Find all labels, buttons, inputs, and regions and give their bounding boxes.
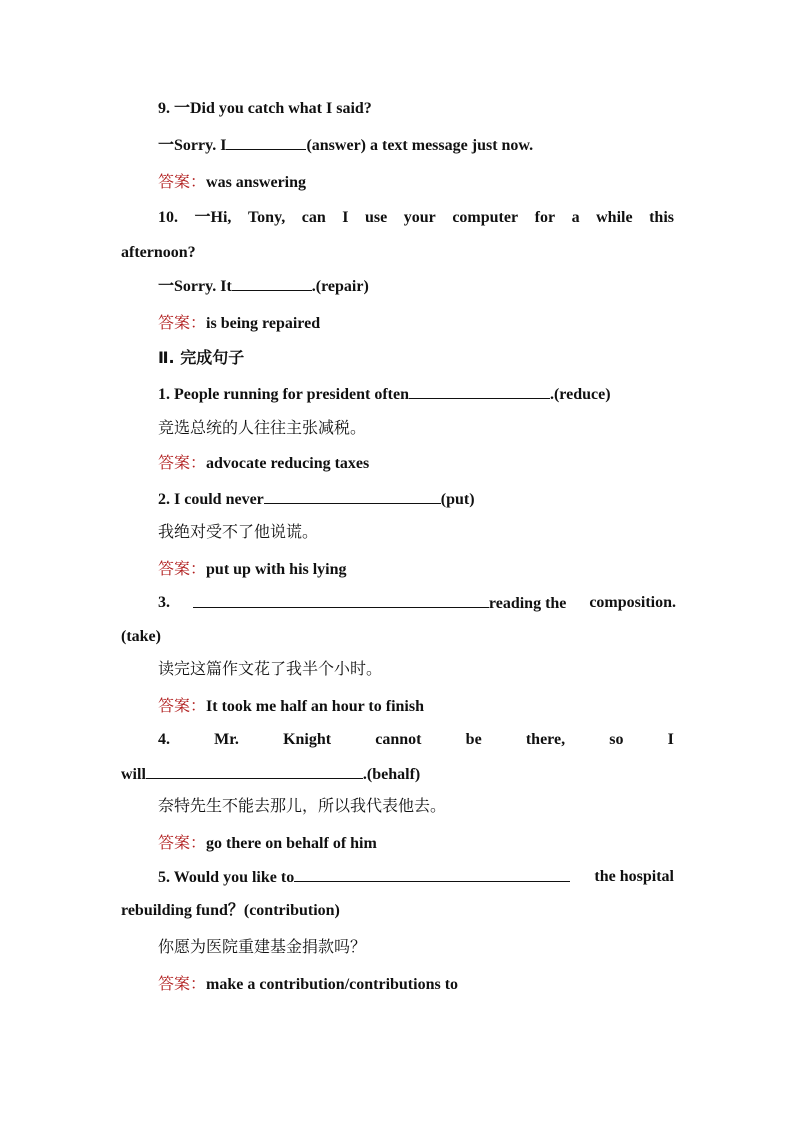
q10-prompt-line1: 10. 一Hi, Tony, can I use your computer for a while this bbox=[158, 209, 674, 226]
s2-chinese: 我绝对受不了他说谎。 bbox=[158, 522, 319, 541]
q10-reply: 一Sorry. It .(repair) bbox=[158, 275, 369, 298]
s5-chinese: 你愿为医院重建基金捐款吗？ bbox=[158, 937, 367, 956]
s5-answer: 答案：make a contribution/contributions to bbox=[158, 974, 459, 993]
s1-answer: 答案：advocate reducing taxes bbox=[158, 453, 370, 472]
answer-blank[interactable] bbox=[146, 763, 363, 779]
section-heading: Ⅱ. 完成句子 bbox=[158, 348, 245, 367]
s4-prompt-line1: 4. Mr. Knight cannot be there, so I bbox=[158, 731, 674, 748]
q10-answer: 答案：is being repaired bbox=[158, 313, 321, 332]
answer-blank[interactable] bbox=[294, 866, 570, 882]
answer-label: 答案： bbox=[158, 313, 207, 332]
answer-blank[interactable] bbox=[226, 134, 306, 150]
s1-prompt: 1. People running for president often .(reduce) bbox=[158, 383, 611, 406]
s1-chinese: 竞选总统的人往往主张减税。 bbox=[158, 418, 367, 437]
s3-prompt-line1: 3. reading the composition. bbox=[158, 594, 676, 612]
s5-prompt-line1: 5. Would you like to the hospital bbox=[158, 868, 674, 886]
q10-prompt-line2: afternoon? bbox=[121, 244, 196, 261]
answer-blank[interactable] bbox=[193, 592, 489, 608]
s3-prompt-line2: (take) bbox=[121, 628, 161, 645]
s2-prompt: 2. I could never (put) bbox=[158, 488, 475, 511]
s4-chinese: 奈特先生不能去那儿，所以我代表他去。 bbox=[158, 796, 447, 815]
answer-label: 答案： bbox=[158, 974, 207, 993]
answer-blank[interactable] bbox=[232, 275, 312, 291]
s3-answer: 答案：It took me half an hour to finish bbox=[158, 696, 424, 715]
s2-answer: 答案：put up with his lying bbox=[158, 559, 347, 578]
s3-chinese: 读完这篇作文花了我半个小时。 bbox=[158, 659, 383, 678]
answer-label: 答案： bbox=[158, 453, 207, 472]
s4-answer: 答案：go there on behalf of him bbox=[158, 833, 377, 852]
answer-label: 答案： bbox=[158, 559, 207, 578]
answer-blank[interactable] bbox=[409, 383, 550, 399]
answer-label: 答案： bbox=[158, 833, 207, 852]
answer-label: 答案： bbox=[158, 696, 207, 715]
answer-label: 答案： bbox=[158, 172, 207, 191]
s5-prompt-line2: rebuilding fund？(contribution) bbox=[121, 902, 340, 919]
answer-blank[interactable] bbox=[264, 488, 441, 504]
s4-prompt-line2: will .(behalf) bbox=[121, 763, 420, 786]
q9-prompt: 9. 一Did you catch what I said? bbox=[158, 100, 372, 117]
q9-reply: 一Sorry. I (answer) a text message just now. bbox=[158, 134, 533, 157]
q9-answer: 答案：was answering bbox=[158, 172, 307, 191]
